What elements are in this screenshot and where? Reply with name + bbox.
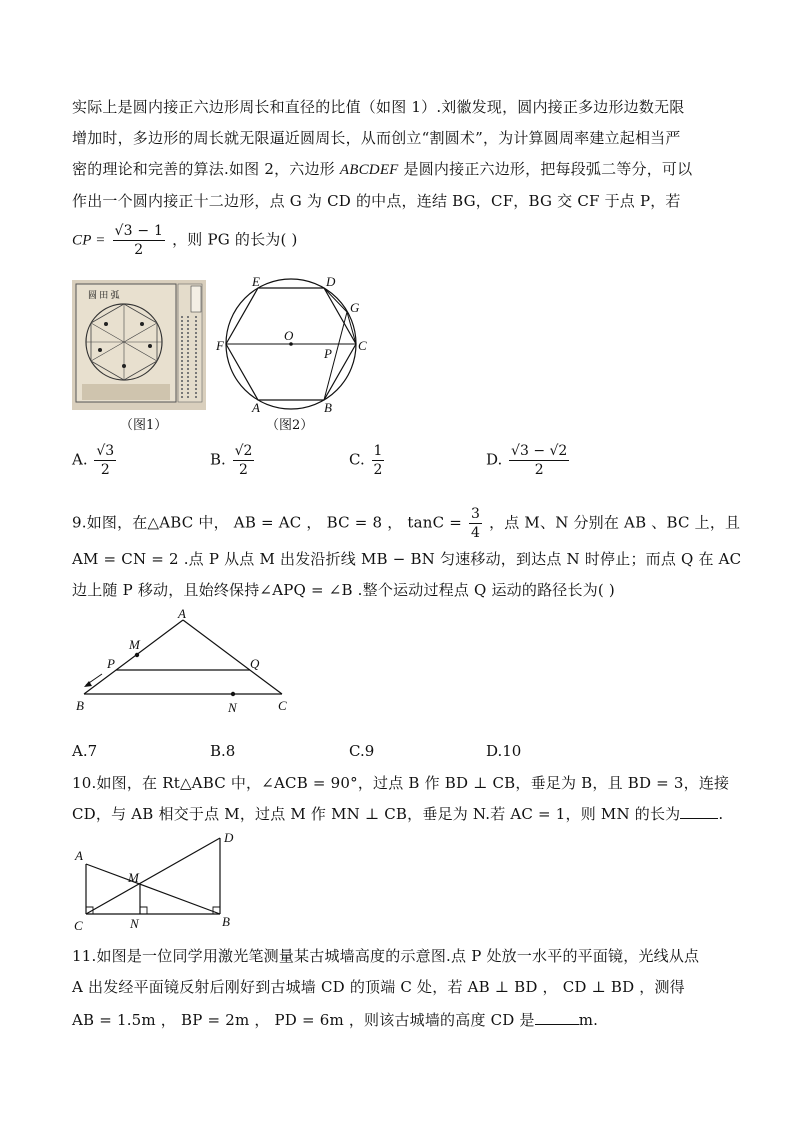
q8-option-c-num: 1 xyxy=(373,443,383,459)
fig2-label-g: G xyxy=(350,300,360,315)
q9-point-m xyxy=(135,653,139,657)
q8-cp-fraction xyxy=(113,222,166,259)
fig1-mark xyxy=(104,322,108,326)
q9-line-1-b: ，点 M、N 分别在 AB 、BC 上，且 xyxy=(489,513,741,532)
q8-line-3-c: 是圆内接正六边形，把每段弧二等分，可以 xyxy=(398,160,693,178)
q8-option-a-fraction xyxy=(94,442,116,479)
q8-line-3-hexagon: ABCDEF xyxy=(339,162,399,178)
q9-line-1 xyxy=(72,505,740,542)
q8-option-b-label: B. xyxy=(210,450,226,469)
q8-option-d-fraction xyxy=(509,442,569,479)
q8-option-a-den: 2 xyxy=(100,462,110,478)
q8-option-b-num: √2 xyxy=(234,443,253,459)
q9-tan-num: 3 xyxy=(470,506,481,522)
fig2-label-e: E xyxy=(252,274,260,289)
fig1-mark xyxy=(98,348,102,352)
q10-line-2-end: . xyxy=(718,805,724,823)
q10-label-n: N xyxy=(130,916,139,931)
q8-line-3 xyxy=(72,158,692,179)
figure-2-caption: （图2） xyxy=(266,418,314,433)
q11-answer-blank[interactable] xyxy=(535,1010,579,1025)
q9-label-c: C xyxy=(278,698,287,713)
q9-label-p: P xyxy=(107,656,115,671)
q9-side-ab xyxy=(84,620,183,694)
q8-option-d-num: √3 − √2 xyxy=(511,443,568,459)
q10-label-d: D xyxy=(224,830,234,845)
q9-label-n: N xyxy=(228,700,237,715)
fig2-label-a: A xyxy=(252,400,260,415)
q11-line-2: A 出发经平面镜反射后刚好到古城墙 CD 的顶端 C 处，若 AB ⊥ BD ， CD ⊥ BD ，测得 xyxy=(72,978,685,996)
q9-point-n xyxy=(231,692,235,696)
q10-answer-blank[interactable] xyxy=(680,804,718,819)
fig2-label-d: D xyxy=(326,274,336,289)
q10-segment-ab xyxy=(86,864,220,914)
q9-side-ac xyxy=(183,620,282,694)
q11-line-3-end: m. xyxy=(578,1011,599,1029)
figure-1-ancient-page xyxy=(72,280,206,410)
q9-line-3: 边上随 P 移动，且始终保持∠APQ = ∠B .整个运动过程点 Q 运动的路径长为( ) xyxy=(72,581,615,599)
q10-line-1: 10.如图，在 Rt△ABC 中，∠ACB = 90°，过点 B 作 BD ⊥ CB，垂足为 B，且 BD = 3，连接 xyxy=(72,774,730,792)
q10-segment-cd xyxy=(86,838,220,914)
figure-2-hexagon xyxy=(214,272,378,420)
q8-option-a[interactable] xyxy=(72,442,118,479)
q9-option-a[interactable]: A.7 xyxy=(72,742,98,760)
q8-option-d-label: D. xyxy=(486,450,503,469)
q8-cp-numerator: √3 − 1 xyxy=(114,223,164,239)
q9-tan-den: 4 xyxy=(470,525,481,541)
q9-line-2: AM = CN = 2 .点 P 从点 M 出发沿折线 MB − BN 匀速移动，到达点 N 时停止；而点 Q 在 AC xyxy=(72,550,742,568)
figure-q10 xyxy=(70,828,240,932)
figure-1-caption: （图1） xyxy=(120,418,168,433)
q9-option-c[interactable]: C.9 xyxy=(349,742,375,760)
q8-option-c-fraction xyxy=(372,442,385,479)
q8-cp-line xyxy=(72,222,298,259)
q8-option-c-den: 2 xyxy=(373,462,383,478)
fig1-side-label-box xyxy=(191,286,201,312)
q8-cp-lhs: CP = xyxy=(72,232,106,249)
q8-option-a-label: A. xyxy=(72,450,88,469)
fig1-title: 圆 田 弧 xyxy=(88,290,120,300)
q8-option-c[interactable] xyxy=(349,442,386,479)
fig1-mark xyxy=(140,322,144,326)
q8-line-4: 作出一个圆内接正十二边形，点 G 为 CD 的中点，连结 BG，CF，BG 交 CF 于点 P，若 xyxy=(72,192,681,210)
q8-line-3-a: 密的理论和完善的算法.如图 2，六边形 xyxy=(72,160,340,178)
q11-line-1: 11.如图是一位同学用激光笔测量某古城墙高度的示意图.点 P 处放一水平的平面镜，光线从点 xyxy=(72,947,700,965)
q9-option-d[interactable]: D.10 xyxy=(486,742,522,760)
q9-option-b[interactable]: B.8 xyxy=(210,742,236,760)
fig2-label-c: C xyxy=(358,338,367,353)
figure-q9-triangle xyxy=(72,608,302,718)
q8-option-b[interactable] xyxy=(210,442,256,479)
fig1-mark xyxy=(122,364,126,368)
fig2-label-o: O xyxy=(284,328,294,343)
q10-label-c: C xyxy=(74,918,83,932)
q8-option-a-num: √3 xyxy=(96,443,115,459)
q9-line-1-a: 9.如图，在△ABC 中， AB = AC ， BC = 8 ， tanC = xyxy=(72,513,463,532)
q9-tan-fraction xyxy=(469,505,482,542)
fig2-label-p: P xyxy=(324,346,332,361)
q8-option-b-fraction xyxy=(233,442,255,479)
q10-line-2 xyxy=(72,803,723,824)
q10-label-b: B xyxy=(222,914,230,929)
q8-option-b-den: 2 xyxy=(239,462,248,478)
q8-option-d-den: 2 xyxy=(534,462,544,478)
q11-line-3 xyxy=(72,1009,598,1030)
fig1-mark xyxy=(148,344,152,348)
fig2-label-b: B xyxy=(324,400,332,415)
q8-option-c-label: C. xyxy=(349,450,365,469)
q8-line-1: 实际上是圆内接正六边形周长和直径的比值（如图 1）.刘徽发现，圆内接正多边形边数无限 xyxy=(72,98,685,116)
q10-right-angle-n xyxy=(140,907,147,914)
q9-label-m: M xyxy=(129,637,140,652)
q10-label-m: M xyxy=(128,870,139,885)
fig2-line-gc xyxy=(347,312,356,344)
q8-cp-tail: ，则 PG 的长为( ) xyxy=(172,230,298,249)
q11-line-3-text: AB = 1.5m ， BP = 2m ， PD = 6m ，则该古城墙的高度 CD 是 xyxy=(72,1011,535,1029)
q8-cp-denominator: 2 xyxy=(134,242,144,258)
q9-label-a: A xyxy=(178,608,186,621)
q8-line-2: 增加时，多边形的周长就无限逼近圆周长，从而创立“割圆术”，为计算圆周率建立起相当严 xyxy=(72,129,681,147)
q10-label-a: A xyxy=(75,848,83,863)
q10-line-2-text: CD，与 AB 相交于点 M，过点 M 作 MN ⊥ CB，垂足为 N.若 AC = 1，则 MN 的长为 xyxy=(72,805,681,823)
q9-label-q: Q xyxy=(250,656,260,671)
q9-label-b: B xyxy=(76,698,84,713)
q8-option-d[interactable] xyxy=(486,442,571,479)
fig1-text-block xyxy=(82,384,170,400)
fig2-label-f: F xyxy=(216,338,224,353)
